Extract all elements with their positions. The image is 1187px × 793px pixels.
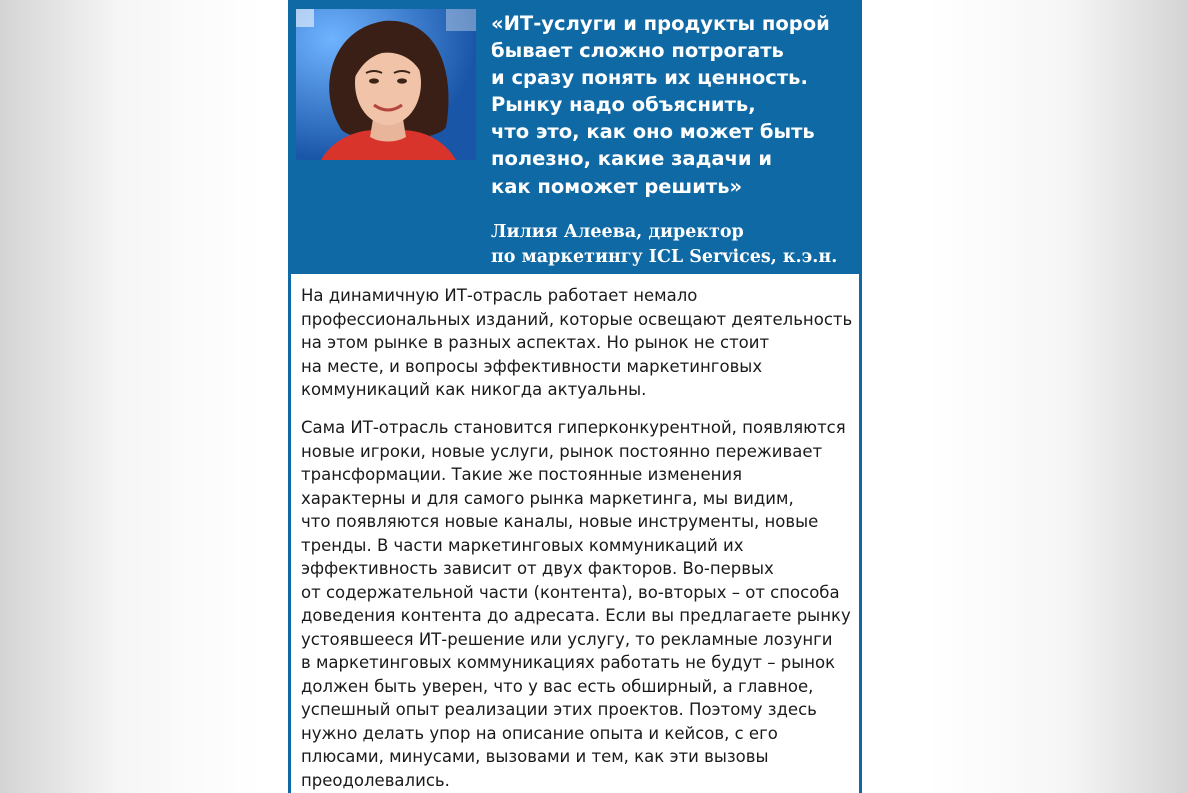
article-body <box>288 274 862 793</box>
article <box>288 0 862 793</box>
article-paragraph-1: На динамичную ИТ-отрасль работает немало профессиональных изданий, которые освещают деятельность на этом рынке в разных аспектах. Но рынок не стоит на месте, и вопросы эффективности маркетинговых коммуникаций как никогда актуальны. <box>301 286 853 399</box>
article-paragraph-2: Сама ИТ-отрасль становится гиперконкурентной, появляются новые игроки, новые услуги, рынок постоянно переживает трансформации. Такие же постоянные изменения характерны и для самого рынка маркетинга, мы видим, что появляются новые каналы, новые инструменты, новые тренды. В части маркетинговых коммуникаций их эффективность зависит от двух факторов. Во-первых от содержательной части (контента), во-вторых – от способа доведения контента до адресата. Если вы предлагаете рынку устоявшееся ИТ-решение или услугу, то рекламные лозунги в маркетинговых коммуникациях работать не будут – рынок должен быть уверен, что у вас есть обширный, а главное, успешный опыт реализации этих проектов. Поэтому здесь нужно делать упор на описание опыта и кейсов, с его плюсами, минусами, вызовами и тем, как эти вызовы преодолевались. <box>301 418 851 790</box>
portrait-photo <box>296 9 476 160</box>
quote-box <box>288 0 862 274</box>
quote-text: «ИТ-услуги и продукты порой бывает сложно потрогать и сразу понять их ценность. Рынку надо объяснить, что это, как оно может быть полезно, какие задачи и как поможет решить» <box>491 12 830 198</box>
portrait-photo-image <box>296 9 476 160</box>
quote-attribution: Лилия Алеева, директор по маркетингу ICL Services, к.э.н. <box>491 222 838 267</box>
